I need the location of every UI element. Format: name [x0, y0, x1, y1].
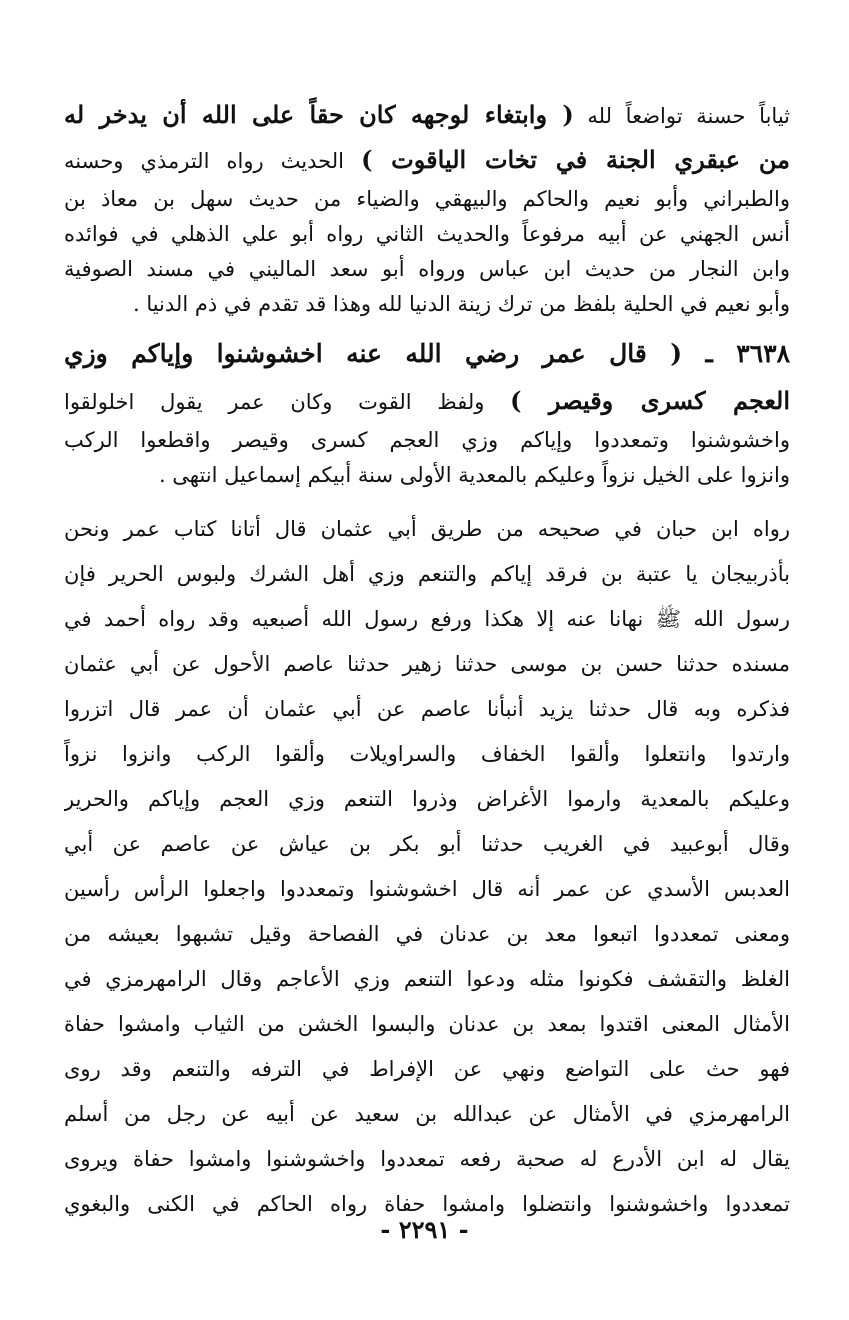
- page-number: - ٢٢٩١ -: [380, 1215, 469, 1244]
- text-line: والطبراني وأبو نعيم والحاكم والبيهقي والضياء من حديث سهل بن معاذ بن: [64, 187, 790, 211]
- text-line: واخشوشنوا وتمعددوا وإياكم وزي العجم كسرى وقيصر واقطعوا الركب: [64, 428, 790, 452]
- text-line: العجم كسرى وقيصر ) ولفظ القوت وكان عمر يقول اخلولقوا: [64, 386, 790, 415]
- paragraph-2: [64, 330, 790, 493]
- paragraph-3: [64, 507, 790, 1227]
- text-line: فهو حث على التواضع ونهي عن الإفراط في الترفه والتنعم وقد روى: [64, 1057, 790, 1081]
- text-line: وأبو نعيم في الحلية بلفظ من ترك زينة الدنيا لله وهذا قد تقدم في ذم الدنيا .: [132, 292, 790, 316]
- entry-heading: ٣٦٣٨ ـ ( قال عمر رضي الله عنه اخشوشنوا وإياكم وزي: [64, 339, 790, 368]
- text-line: الرامهرمزي في الأمثال عن عبدالله بن سعيد عن أبيه عن رجل من أسلم: [64, 1102, 790, 1126]
- text-line: الأمثال المعنى اقتدوا بمعد بن عدنان والبسوا الخشن من الثياب وامشوا حفاة: [64, 1012, 790, 1036]
- text-line: يقال له ابن الأدرع له صحبة رفعه تمعددوا واخشوشنوا وامشوا حفاة ويروى: [64, 1147, 790, 1171]
- text-line: الغلظ والتقشف فكونوا مثله ودعوا التنعم وزي الأعاجم وقال الرامهرمزي في: [64, 967, 790, 991]
- document-page: [64, 92, 790, 1227]
- text-line: رواه ابن حبان في صحيحه من طريق أبي عثمان قال أتانا كتاب عمر ونحن: [64, 517, 790, 541]
- text-line: مسنده حدثنا حسن بن موسى حدثنا زهير حدثنا عاصم الأحول عن أبي عثمان: [64, 652, 790, 676]
- text-line: بأذربيجان يا عتبة بن فرقد إياكم والتنعم وزي أهل الشرك ولبوس الحرير فإن: [64, 562, 790, 586]
- paragraph-1: [64, 92, 790, 322]
- text-line: رسول الله ﷺ نهانا عنه إلا هكذا ورفع رسول الله أصبعيه وقد رواه أحمد في: [64, 607, 790, 631]
- text-line: أنس الجهني عن أبيه مرفوعاً والحديث الثاني رواه أبو علي الذهلي في فوائده: [64, 222, 790, 246]
- text-line: فذكره وبه قال حدثنا يزيد أنبأنا عاصم عن أبي عثمان أن عمر قال اتزروا: [64, 697, 790, 721]
- text-line: ومعنى تمعددوا اتبعوا معد بن عدنان في الفصاحة وقيل تشبهوا بعيشه من: [64, 922, 790, 946]
- text-line: وانزوا على الخيل نزواً وعليكم بالمعدية الأولى سنة أبيكم إسماعيل انتهى .: [158, 463, 790, 487]
- text-line: وقال أبوعبيد في الغريب حدثنا أبو بكر بن عياش عن عاصم عن أبي: [64, 832, 790, 856]
- text-line: وابن النجار من حديث ابن عباس ورواه أبو سعد الماليني في مسند الصوفية: [64, 257, 790, 281]
- text-line: تمعددوا واخشوشنوا وانتضلوا وامشوا حفاة رواه الحاكم في الكنى والبغوي: [64, 1192, 790, 1216]
- text-line: وعليكم بالمعدية وارموا الأغراض وذروا التنعم وزي العجم وإياكم والحرير: [64, 787, 790, 811]
- text-line: وارتدوا وانتعلوا وألقوا الخفاف والسراويلات وألقوا الركب وانزوا نزواً: [64, 742, 790, 766]
- text-line: العدبس الأسدي عن عمر أنه قال اخشوشنوا وتمعددوا واجعلوا الرأس رأسين: [64, 877, 790, 901]
- text-line: من عبقري الجنة في تخات الياقوت ) الحديث رواه الترمذي وحسنه: [64, 145, 790, 174]
- text-line: ثياباً حسنة تواضعاً لله ( وابتغاء لوجهه كان حقاً على الله أن يدخر له: [64, 100, 790, 129]
